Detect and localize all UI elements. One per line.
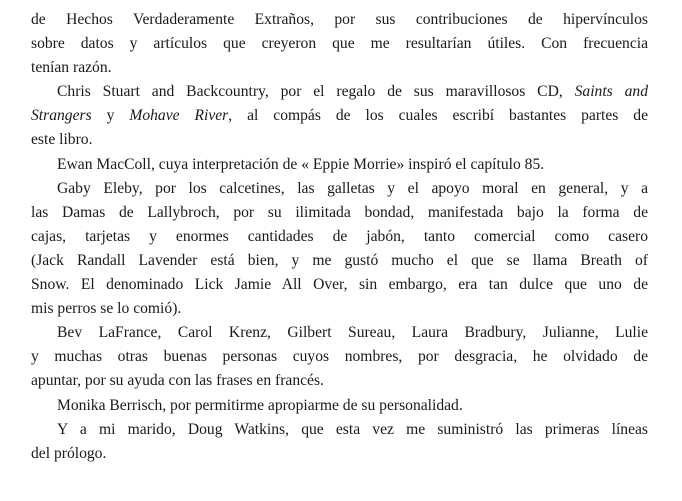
text-line: Snow. El denominado Lick Jamie All Over, sin embargo, era tan dulce que uno de (31, 276, 648, 294)
text-line: Y a mi marido, Doug Watkins, que esta vez me suministró las primeras líneas (57, 420, 648, 438)
text-run: Chris Stuart and Backcountry, por el regalo de sus maravillosos CD, (57, 83, 575, 101)
text-line: del prólogo. (31, 444, 107, 462)
paragraph (31, 153, 648, 177)
text-line: y muchas otras buenas personas cuyos nombres, por desgracia, he olvidado de (31, 348, 648, 366)
album-title: Strangers (31, 107, 92, 125)
text-line: Bev LaFrance, Carol Krenz, Gilbert Sureau, Laura Bradbury, Julianne, Lulie (57, 324, 648, 342)
paragraph (31, 418, 648, 466)
acknowledgements-page (31, 8, 648, 466)
text-run: y (91, 107, 130, 125)
text-line: de Hechos Verdaderamente Extraños, por sus contribuciones de hipervínculos (31, 11, 648, 28)
text-line: este libro. (31, 131, 93, 149)
text-line: apuntar, por su ayuda con las frases en francés. (31, 372, 324, 390)
text-line: mis perros se lo comió). (31, 300, 182, 318)
text-line: Monika Berrisch, por permitirme apropiarme de su personalidad. (57, 396, 463, 414)
paragraph (31, 80, 648, 152)
text-line: Ewan MacColl, cuya interpretación de « Eppie Morrie» inspiró el capítulo 85. (57, 155, 545, 173)
paragraph (31, 8, 648, 80)
text-line: tenían razón. (31, 59, 112, 77)
album-title: Saints and (574, 83, 648, 101)
paragraph (31, 177, 648, 322)
album-title: Mohave River (129, 107, 229, 125)
text-run: , al compás de los cuales escribí bastantes partes de (228, 107, 649, 125)
text-line (31, 104, 648, 128)
text-line: Gaby Eleby, por los calcetines, las galletas y el apoyo moral en general, y a (57, 179, 648, 197)
paragraph (31, 394, 648, 418)
text-line (31, 80, 648, 104)
text-line: las Damas de Lallybroch, por su ilimitada bondad, manifestada bajo la forma de (31, 203, 648, 221)
paragraph (31, 321, 648, 393)
text-line: sobre datos y artículos que creyeron que me resultarían útiles. Con frecuencia (31, 35, 648, 53)
text-line: cajas, tarjetas y enormes cantidades de jabón, tanto comercial como casero (31, 227, 648, 245)
text-line: (Jack Randall Lavender está bien, y me gustó mucho el que se llama Breath of (31, 251, 648, 269)
